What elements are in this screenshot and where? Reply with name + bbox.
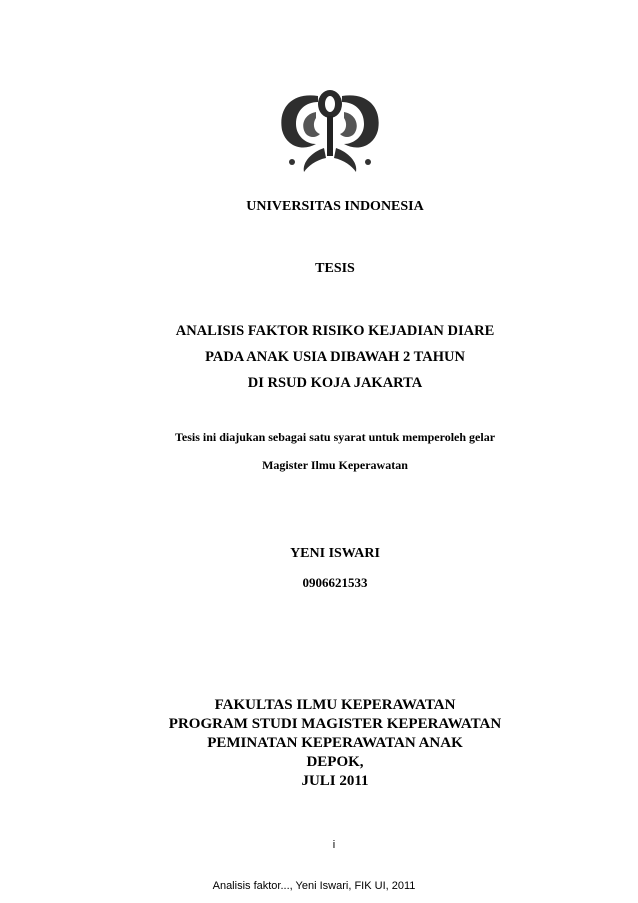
university-name: UNIVERSITAS INDONESIA	[246, 199, 424, 214]
page-number: i	[332, 839, 336, 851]
document-type: TESIS	[315, 261, 355, 276]
city: DEPOK,	[306, 754, 364, 770]
title-line-1: ANALISIS FAKTOR RISIKO KEJADIAN DIARE	[175, 323, 495, 339]
title-line-2: PADA ANAK USIA DIBAWAH 2 TAHUN	[205, 349, 465, 365]
title-line-3: DI RSUD KOJA JAKARTA	[247, 375, 423, 391]
specialization: PEMINATAN KEPERAWATAN ANAK	[207, 735, 463, 751]
author-name: YENI ISWARI	[290, 546, 380, 561]
university-emblem-icon	[272, 86, 388, 174]
degree-name: Magister Ilmu Keperawatan	[262, 458, 408, 472]
page-footer: Analisis faktor..., Yeni Iswari, FIK UI, 2011	[212, 880, 416, 892]
study-program: PROGRAM STUDI MAGISTER KEPERAWATAN	[168, 716, 502, 732]
purpose-statement: Tesis ini diajukan sebagai satu syarat untuk memperoleh gelar	[174, 430, 496, 444]
date: JULI 2011	[301, 773, 369, 789]
faculty-name: FAKULTAS ILMU KEPERAWATAN	[214, 697, 456, 713]
student-id: 0906621533	[302, 575, 368, 590]
